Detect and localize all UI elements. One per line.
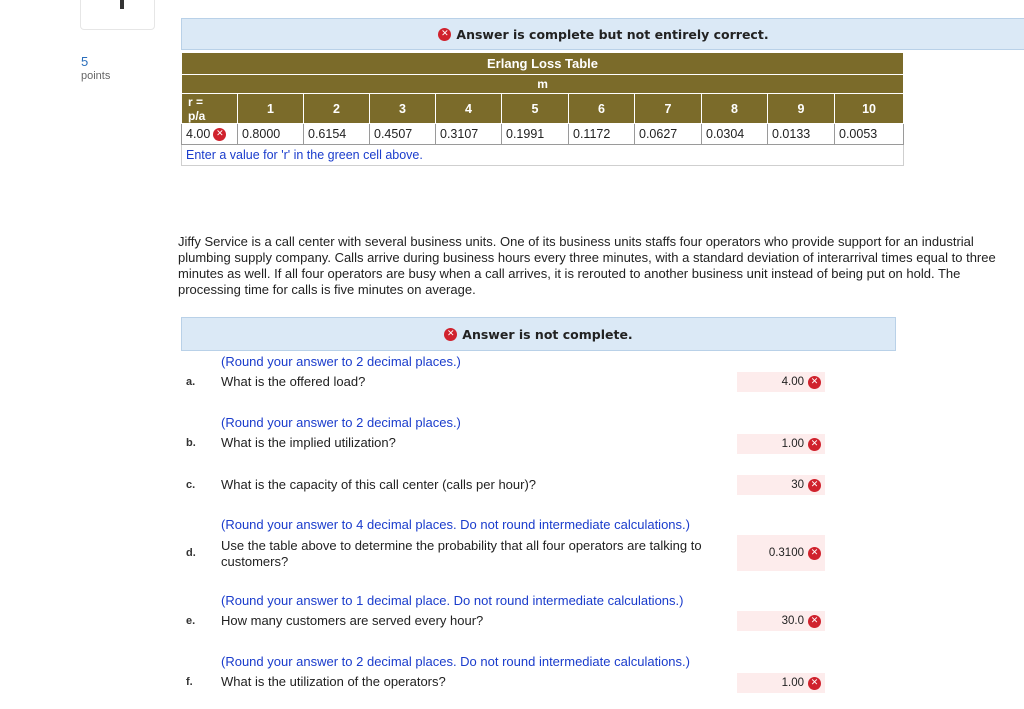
incorrect-icon: ✕ (438, 28, 451, 41)
question-letter: a. (186, 376, 196, 388)
probability-cell: 0.4507 (370, 124, 436, 145)
m-header: 5 (502, 94, 569, 124)
m-header: 1 (238, 94, 304, 124)
probability-cell: 0.0304 (702, 124, 768, 145)
m-header: 9 (768, 94, 835, 124)
answer-field[interactable] (737, 475, 825, 495)
probability-cell: 0.0627 (635, 124, 702, 145)
probability-cell: 0.0053 (835, 124, 904, 145)
question-text: What is the capacity of this call center (calls per hour)? (221, 477, 537, 492)
probability-cell: 0.8000 (238, 124, 304, 145)
question-letter: b. (186, 437, 196, 449)
probability-cell: 0.0133 (768, 124, 835, 145)
question-text: What is the utilization of the operators? (221, 674, 446, 689)
answer-status-banner (181, 18, 1024, 50)
question-hint: (Round your answer to 2 decimal places. Do not round intermediate calculations.) (221, 654, 690, 669)
table-m-label: m (182, 75, 904, 94)
answer-value: 1.00 (781, 438, 804, 450)
incorrect-icon: ✕ (808, 677, 821, 690)
question-letter: e. (186, 615, 196, 627)
incorrect-icon: ✕ (808, 376, 821, 389)
points-label: points (81, 70, 111, 82)
previous-question-box (80, 0, 155, 30)
answer-value: 4.00 (781, 376, 804, 388)
answer-value: 1.00 (781, 677, 804, 689)
m-header: 2 (304, 94, 370, 124)
question-hint: (Round your answer to 2 decimal places.) (221, 354, 461, 369)
erlang-loss-table (181, 52, 904, 166)
incorrect-icon: ✕ (808, 615, 821, 628)
question-text: How many customers are served every hour? (221, 613, 484, 628)
r-header (182, 94, 238, 124)
table-title: Erlang Loss Table (182, 53, 904, 75)
answer-value: 30.0 (781, 615, 804, 627)
question-text: What is the implied utilization? (221, 435, 396, 450)
m-header: 8 (702, 94, 768, 124)
answer-status-text: Answer is complete but not entirely correct. (456, 26, 769, 42)
m-header: 10 (835, 94, 904, 124)
incorrect-icon: ✕ (444, 328, 457, 341)
probability-cell: 0.1991 (502, 124, 569, 145)
box-stub (120, 0, 124, 9)
question-letter: f. (186, 676, 193, 688)
probability-cell: 0.3107 (436, 124, 502, 145)
answer-field[interactable] (737, 535, 825, 571)
m-header: 6 (569, 94, 635, 124)
m-header: 4 (436, 94, 502, 124)
probability-cell: 0.6154 (304, 124, 370, 145)
completion-status-text: Answer is not complete. (462, 326, 633, 342)
question-letter: d. (186, 547, 196, 559)
answer-field[interactable] (737, 673, 825, 693)
question-hint: (Round your answer to 1 decimal place. Do not round intermediate calculations.) (221, 593, 684, 608)
answer-field[interactable] (737, 372, 825, 392)
points-value: 5 (81, 54, 89, 69)
incorrect-icon: ✕ (808, 547, 821, 560)
table-note: Enter a value for 'r' in the green cell above. (182, 145, 904, 166)
r-input-value: 4.00 (186, 127, 211, 141)
incorrect-icon: ✕ (808, 438, 821, 451)
answer-value: 0.3100 (768, 547, 804, 559)
problem-statement: Jiffy Service is a call center with several business units. One of its business units staffs four operators who provide support for an industrial plumbing supply company. Calls arrive during business hours every three minutes, with a standard deviation of interarrival times equal to three minutes as well. If all four operators are busy when a call arrives, it is rerouted to another business unit instead of being put on hold. The processing time for calls is five minutes on average. (178, 234, 996, 297)
question-letter: c. (186, 479, 196, 491)
question-text: Use the table above to determine the probability that all four operators are talking to customers? (221, 538, 702, 569)
m-header: 7 (635, 94, 702, 124)
question-hint: (Round your answer to 4 decimal places. Do not round intermediate calculations.) (221, 517, 690, 532)
completion-status-banner (181, 317, 896, 351)
answer-value: 30 (791, 479, 804, 491)
probability-cell: 0.1172 (569, 124, 635, 145)
r-input-cell[interactable] (182, 124, 238, 145)
answer-field[interactable] (737, 611, 825, 631)
m-header: 3 (370, 94, 436, 124)
question-hint: (Round your answer to 2 decimal places.) (221, 415, 461, 430)
answer-field[interactable] (737, 434, 825, 454)
r-header-bottom: p/a (188, 108, 206, 123)
incorrect-icon: ✕ (808, 479, 821, 492)
r-header-top: r = (188, 94, 204, 109)
question-text: What is the offered load? (221, 374, 366, 389)
incorrect-icon: ✕ (213, 128, 226, 141)
